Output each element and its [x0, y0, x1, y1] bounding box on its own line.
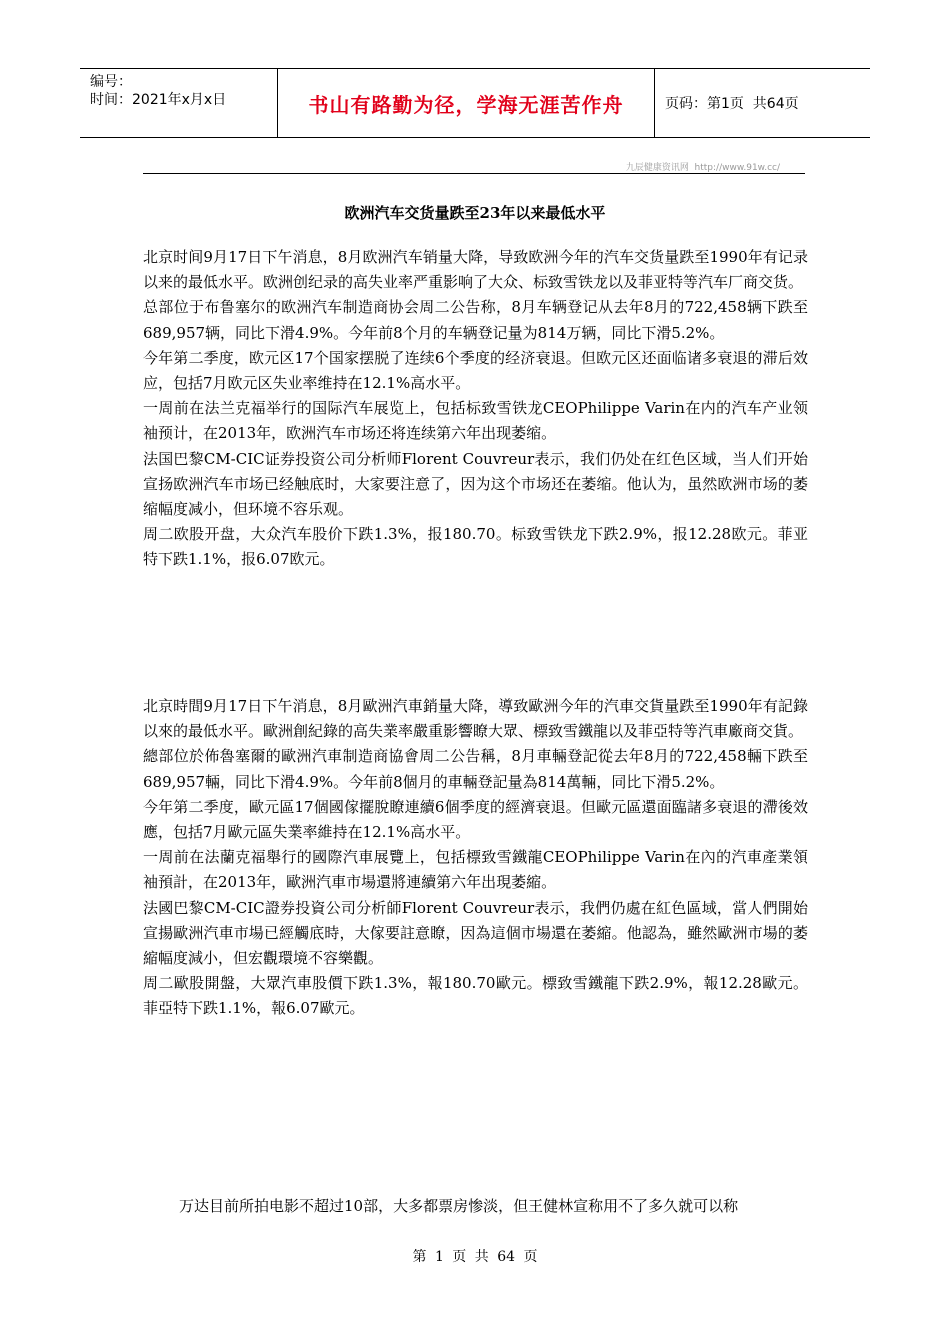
paragraph: 北京時間9月17日下午消息，8月歐洲汽車銷量大降，導致歐洲今年的汽車交貨量跌至1990年有記錄以來的最低水平。歐洲創紀錄的高失業率嚴重影響瞭大眾、標致雪鐵龍以及菲亞特等汽車廠商交貨。: [143, 697, 808, 741]
paragraph: 總部位於佈魯塞爾的歐洲汽車制造商協會周二公告稱，8月車輛登記從去年8月的722,458輛下跌至689,957輛，同比下滑4.9%。今年前8個月的車輛登記量為814萬輛，同比下滑5.2%。: [143, 747, 808, 791]
paragraph: 今年第二季度，歐元區17個國傢擺脫瞭連續6個季度的經濟衰退。但歐元區還面臨諸多衰退的滯後效應，包括7月歐元區失業率維持在12.1%高水平。: [143, 797, 808, 842]
paragraph: 法国巴黎CM-CIC证券投资公司分析师Florent Couvreur表示，我们仍处在红色区域，当人们开始宣扬欧洲汽车市场已经触底时，大家要注意了，因为这个市场还在萎缩。他认为，虽然欧洲市场的萎缩幅度减小，但环境不容乐观。: [143, 449, 808, 519]
closing-paragraph: 万达目前所拍电影不超过10部，大多都票房惨淡，但王健林宣称用不了多久就可以称: [179, 1197, 739, 1215]
time-label: 时间：2021年x月x日: [90, 92, 227, 108]
traditional-article: [143, 694, 808, 1022]
paragraph: 一周前在法兰克福举行的国际汽车展览上，包括标致雪铁龙CEOPhilippe Varin在内的汽车产业领袖预计，在2013年，欧洲汽车市场还将连续第六年出现萎缩。: [143, 399, 808, 443]
simplified-article: [143, 245, 808, 573]
paragraph: 总部位于布鲁塞尔的欧洲汽车制造商协会周二公告称，8月车辆登记从去年8月的722,458辆下跌至689,957辆，同比下滑4.9%。今年前8个月的车辆登记量为814万辆，同比下滑5.2%。: [143, 298, 808, 342]
header-left-cell: [80, 69, 278, 137]
page-footer: 第 1 页 共 64 页: [412, 1249, 538, 1265]
paragraph: 法國巴黎CM-CIC證券投資公司分析師Florent Couvreur表示，我們仍處在紅色區域，當人們開始宣揚歐洲汽車市場已經觸底時，大傢要註意瞭，因為這個市場還在萎縮。他認為，雖然歐洲市場的萎縮幅度減小，但宏觀環境不容樂觀。: [143, 898, 808, 968]
motto: 书山有路勤为径，学海无涯苦作舟: [278, 69, 655, 137]
paragraph: 一周前在法蘭克福舉行的國際汽車展覽上，包括標致雪鐵龍CEOPhilippe Varin在內的汽車產業領袖預計，在2013年，歐洲汽車市場還將連續第六年出現萎縮。: [143, 848, 808, 892]
source-text: 九辰健康资讯网 http://www.91w.cc/: [625, 163, 780, 173]
paragraph: 今年第二季度，欧元区17个国家摆脱了连续6个季度的经济衰退。但欧元区还面临诸多衰退的滞后效应，包括7月欧元区失业率维持在12.1%高水平。: [143, 348, 808, 393]
page-code: 页码：第1页 共64页: [665, 96, 799, 112]
header-table: [80, 68, 870, 138]
header-right-cell: [655, 69, 870, 137]
page-title: 欧洲汽车交货量跌至23年以来最低水平: [344, 204, 606, 222]
source-rule: [143, 160, 805, 174]
paragraph: 北京时间9月17日下午消息，8月欧洲汽车销量大降，导致欧洲今年的汽车交货量跌至1990年有记录以来的最低水平。欧洲创纪录的高失业率严重影响了大众、标致雪铁龙以及菲亚特等汽车厂商交货。: [143, 248, 808, 292]
paragraph: 周二歐股開盤，大眾汽車股價下跌1.3%，報180.70歐元。標致雪鐵龍下跌2.9%，報12.28歐元。菲亞特下跌1.1%，報6.07歐元。: [143, 974, 808, 1018]
number-label: 编号：: [90, 74, 132, 90]
paragraph: 周二欧股开盘，大众汽车股价下跌1.3%，报180.70。标致雪铁龙下跌2.9%，报12.28欧元。菲亚特下跌1.1%，报6.07欧元。: [143, 525, 808, 569]
